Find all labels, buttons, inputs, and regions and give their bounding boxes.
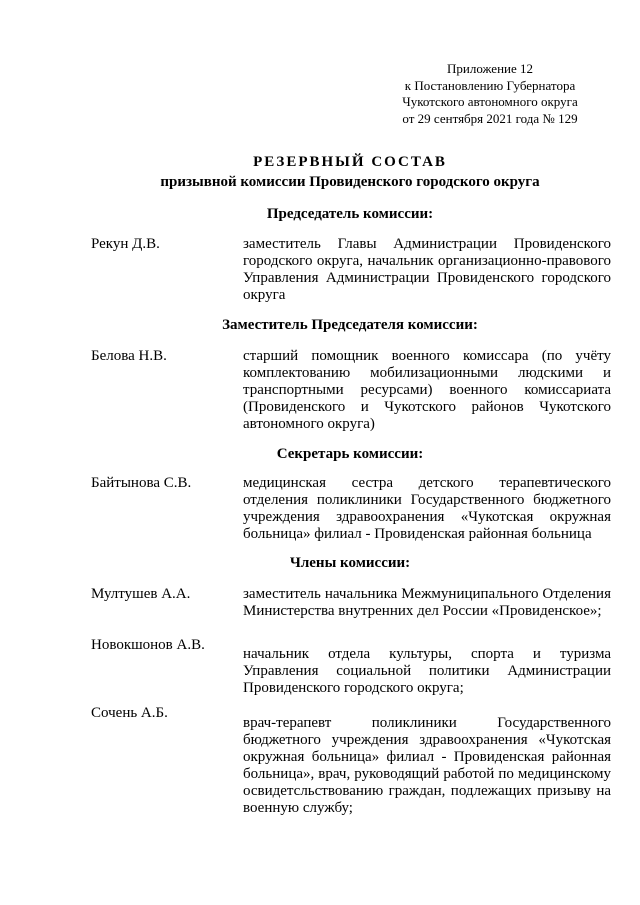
member-name: Новокшонов А.В. <box>91 637 205 653</box>
deputy-name: Белова Н.В. <box>91 348 167 364</box>
appendix-line-2: к Постановлению Губернатора <box>404 77 576 93</box>
deputy-description: старший помощник военного комиссара (по учёту комплектованию мобилизационными людскими и транспортными ресурсами) военного комиссариата (Провиденского и Чукотского районов Чукотского автономного округа) <box>243 348 611 432</box>
secretary-description: медицинская сестра детского терапевтического отделения поликлиники Государственного бюджетного учреждения здравоохранения «Чукотская окружная больница» филиал - Провиденская районная больница <box>243 475 611 542</box>
member-description: врач-терапевт поликлиники Государственного бюджетного учреждения здравоохранения «Чукотская окружная больница» филиал - Провиденская районная больница», врач, руководящий работой по медицинскому освидетсльствованию граждан, подлежащих призыву на военную службу; <box>243 715 611 816</box>
document-title: РЕЗЕРВНЫЙ СОСТАВ <box>253 154 447 170</box>
member-description: начальник отдела культуры, спорта и туризма Управления социальной политики Администрации Провиденского городского округа; <box>243 646 611 696</box>
secretary-name: Байтынова С.В. <box>91 475 192 491</box>
member-name: Мултушев А.А. <box>91 586 191 602</box>
appendix-line-3: Чукотского автономного округа <box>402 94 578 109</box>
deputy-heading: Заместитель Председателя комиссии: <box>222 317 478 333</box>
appendix-line-1: Приложение 12 <box>446 61 534 76</box>
appendix-block <box>390 61 590 127</box>
chairman-heading: Председатель комиссии: <box>266 206 434 222</box>
appendix-line-4: от 29 сентября 2021 года № 129 <box>402 110 578 126</box>
members-heading: Члены комиссии: <box>289 555 411 571</box>
document-subtitle: призывной комиссии Провиденского городского округа <box>160 174 540 190</box>
secretary-heading: Секретарь комиссии: <box>276 446 424 462</box>
chairman-description: заместитель Главы Администрации Провиденского городского округа, начальник организационно-правового Управления Администрации Провиденского городского округа <box>243 236 611 303</box>
chairman-name: Рекун Д.В. <box>91 236 160 252</box>
member-name: Сочень А.Б. <box>91 705 168 721</box>
member-description: заместитель начальника Межмуниципального Отделения Министерства внутренних дел России «Провиденское»; <box>243 586 611 619</box>
